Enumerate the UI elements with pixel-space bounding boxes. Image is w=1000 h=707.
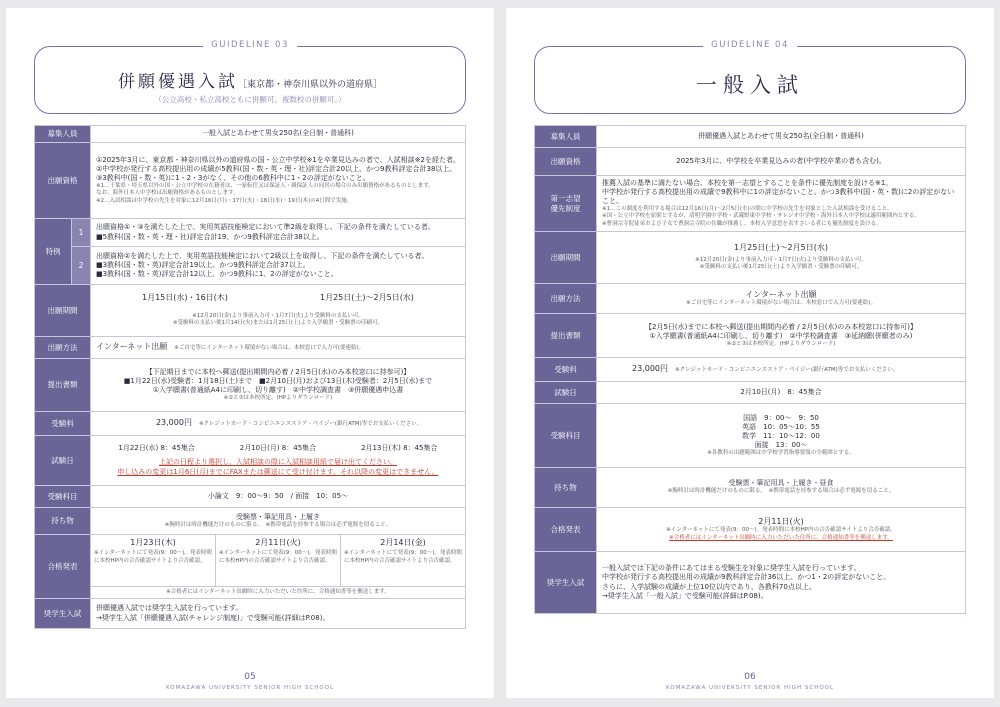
label-documents: 提出書類	[535, 314, 597, 358]
row-scholarship	[535, 552, 966, 614]
qual-note: なお、海外日本人中学校は出願資格があるものとします。	[95, 190, 239, 197]
exam-date-warning: 上記の日程より選択し、入試相談の際に入試相談用紙で届け出てください。	[158, 458, 397, 467]
subject-note: ※各教科の出題範囲は中学校学習指導要領の全範囲とする。	[707, 449, 855, 456]
documents-cell	[597, 314, 966, 358]
row-documents	[35, 359, 466, 412]
qual-note: ※1…千葉県・埼玉県以外の国・公立中学校の在籍者は、一家転住又は保証人・親保証人の同居の場合のみ出願資格があるものとします。	[95, 183, 434, 189]
row-items	[35, 508, 466, 535]
label-fee: 受験料	[35, 412, 91, 436]
result-note: ※インターネットにて発表(9：00～)。発表時間に本校HP内の合否確認サイトより合否確認。	[218, 550, 337, 564]
label-fee: 受験料	[535, 358, 597, 382]
result-note: ※合格者にはインターネット出願時に入力いただいた住所に、合格通知書等を郵送します。	[669, 534, 893, 541]
label-qualification: 出願資格	[535, 148, 597, 176]
school-name: KOMAZAWA UNIVERSITY SENIOR HIGH SCHOOL	[665, 685, 835, 691]
label-tokurei: 特例	[35, 219, 72, 285]
result-note: ※インターネットにて発表(9：00～)。発表時間に本校HP内の合否確認サイトより合否確認。	[343, 550, 462, 564]
fee-cell	[597, 358, 966, 382]
recruit-text: 一般入試とあわせて男女250名(全日制・普通科)	[90, 126, 465, 143]
subject-line: 数学 11：10～12：00	[742, 431, 820, 440]
result-col-2	[216, 535, 341, 586]
items-text: 受験票・筆記用具・上履き・昼食	[728, 479, 834, 488]
label-scholarship: 奨学生入試	[35, 599, 91, 629]
guideline-label: GUIDELINE 03	[203, 40, 297, 50]
qual-line: ③3教科中(国・数・英)に1・2・3がなく、その他の6教科中に1・2の評定がないこと。	[95, 173, 370, 182]
qual-line: ②中学校が発行する高校提出用の成績が5教科(国・数・英・理・社)評定合計20以上、かつ9教科評定合計38以上。	[95, 164, 457, 173]
method-cell	[597, 284, 966, 314]
exam-date-cell	[90, 436, 465, 486]
qual-note: ※2…入試相談は中学校の先生を対象に12月16日(月)・17日(火)・18日(水)・19日(木)の4日間で実施。	[95, 197, 353, 204]
items-note: ※腕時計は時計機能だけのものに限る。 ※携帯電話を持参する場合は必ず電源を切ること。	[667, 488, 895, 495]
label-subjects: 受験科目	[35, 486, 91, 508]
period-cell	[597, 232, 966, 284]
row-tokurei-1	[35, 219, 466, 247]
exam-date-text: 2月10日(月) 8：45集合	[597, 382, 966, 404]
page-number: 06	[744, 672, 756, 682]
guideline-03-table	[34, 125, 466, 629]
tokurei-line: 出願資格②を満たした上で、実用英語技能検定において2級以上を取得し、下記の条件を満たしている者。	[95, 251, 429, 260]
qualification-cell	[90, 143, 465, 219]
scholar-line: →奨学生入試「一般入試」で受験可能(詳細はP.08)。	[602, 591, 768, 600]
qual-line: ①2025年3月に、東京都・神奈川県以外の道府県の国・公立中学校※1を卒業見込みの者で、入試相談※2を経た者。	[95, 155, 460, 164]
label-recruit: 募集人員	[535, 126, 597, 148]
label-method: 出願方法	[35, 337, 91, 359]
page-title	[535, 69, 965, 99]
tokurei-1-cell	[90, 219, 465, 247]
result-note: ※インターネットにて発表(9：00～)。発表時間に本校HP内の合否確認サイトより合否確認。	[93, 550, 212, 564]
label-method: 出願方法	[535, 284, 597, 314]
scholar-line: 中学校が発行する高校提出用の成績が9教科評定合計36以上、かつ1・2の評定がないこと。	[602, 573, 891, 582]
method-text: インターネット出願	[95, 342, 168, 352]
label-results: 合格発表	[535, 508, 597, 552]
row-period	[535, 232, 966, 284]
tokurei-2-cell	[90, 247, 465, 285]
row-method	[535, 284, 966, 314]
fee-cell	[90, 412, 465, 436]
row-qualification	[535, 148, 966, 176]
row-scholarship	[35, 599, 466, 629]
pref-line: 中学校が発行する高校提出用の成績で9教科中に1の評定がないこと。かつ3教科中(国・英・数)に2の評定がないこと。	[602, 187, 955, 205]
fee-note: ※クレジットカード・コンビニエンスストア・ペイジー(銀行ATM)等でお支払いください。	[675, 367, 899, 374]
subjects-text: 小論文 9：00～9：50 / 面接 10：05～	[90, 486, 465, 508]
exam-date-3: 2月13日(木) 8：45集合	[361, 444, 438, 453]
docs-line: ■1月22日(水)受験者：1月18日(土)まで ■2月10日(月)および13日(木)受験者：2月5日(水)まで	[123, 376, 433, 385]
docs-line: 【2月5日(水)までに本校へ郵送(提出期間内必着 / 2月5日(水)のみ本校窓口に持参可)】	[644, 322, 917, 331]
docs-line: ①入学願書(普通紙A4に印刷し、切り離す) ②中学校調査書 ③併願優遇申込書	[152, 385, 404, 394]
results-cell	[597, 508, 966, 552]
label-exam-date: 試験日	[35, 436, 91, 486]
row-exam-date	[35, 436, 466, 486]
label-items: 持ち物	[35, 508, 91, 535]
result-col-1	[91, 535, 216, 586]
items-cell	[90, 508, 465, 535]
tokurei-line: ■3教科(国・数・英)評定合計19以上、かつ9教科評定合計37以上。	[95, 260, 310, 269]
docs-line: 【下記期日までに本校へ郵送(提出期間内必着 / 2月5日(水)のみ本校窓口に持参可)】	[145, 367, 411, 376]
label-preference	[535, 176, 597, 232]
pref-note: ※曹洞宗寺院徒弟および子女で曹洞宗寺院の住職が推薦し、本校入学意思を表すさいる者にも優先制度を設ける。	[602, 220, 882, 227]
result-date: 1月23日(木)	[130, 538, 176, 547]
qualification-text: 2025年3月に、中学校を卒業見込みの者(中学校卒業の者も含む)。	[597, 148, 966, 176]
page-number: 05	[244, 672, 256, 682]
preference-cell	[597, 176, 966, 232]
period-note: ※受験料の支払い後1月25日(土)より入学願書・受験票の印刷可。	[699, 264, 863, 271]
guideline-label: GUIDELINE 04	[703, 40, 797, 50]
exam-date-2: 2月10日(月) 8：45集合	[239, 444, 317, 453]
row-tokurei-2	[35, 247, 466, 285]
subject-line: 国語 9：00～ 9：50	[743, 413, 819, 422]
scholar-line: →奨学生入試「併願優遇入試(チャレンジ制度)」で受験可能(詳細はP.08)。	[95, 613, 330, 622]
docs-note: ※②と③は本校所定。(HPよりダウンロード)	[726, 340, 836, 347]
row-subjects	[535, 404, 966, 468]
result-col-3	[341, 535, 465, 586]
pref-line: 推薦入試の基準に満たない場合、本校を第一志望とすることを条件に優先制度を設ける※1。	[602, 178, 893, 187]
page-06	[506, 8, 994, 698]
fee-note: ※クレジットカード・コンビニエンスストア・ペイジー(銀行ATM)等でお支払いください。	[198, 421, 423, 428]
tokurei-line: ■3教科(国・数・英)評定合計12以上、かつ9教科に1、2の評定がないこと。	[95, 270, 338, 279]
scholar-line: 併願優遇入試では奨学生入試を行っています。	[95, 604, 243, 613]
row-results	[535, 508, 966, 552]
result-date: 2月11日(火)	[255, 538, 301, 547]
row-recruit	[35, 126, 466, 143]
scholarship-cell	[597, 552, 966, 614]
tokurei-line: ■5教科(国・数・英・理・社)評定合計19、かつ9教科評定合計38以上。	[95, 232, 324, 241]
items-note: ※腕時計は時計機能だけのものに限る。 ※携帯電話を持参する場合は必ず電源を切ること。	[164, 521, 392, 528]
title-main: 併願優遇入試	[117, 72, 238, 92]
result-note: ※インターネットにて発表(9：00～)。発表時間に本校HP内の合否確認サイトより合否確認。	[666, 527, 896, 534]
period-note: ※12月20日(金)より事前入力可・1月7日(火)より受験料の支払い可。	[192, 312, 364, 319]
subject-line: 英語 10：05～10：55	[742, 422, 820, 431]
result-foot: ※合格者にはインターネット出願時に入力いただいた住所に、合格通知書等を郵送します。	[91, 586, 465, 598]
period-text: 1月25日(土)～2月5日(水)	[734, 243, 828, 253]
items-cell	[597, 468, 966, 508]
guideline-04-title-box	[534, 40, 966, 114]
label-period: 出願期間	[535, 232, 597, 284]
title-sub: ［東京都・神奈川県以外の道府県］	[237, 80, 382, 90]
label-results: 合格発表	[35, 535, 91, 599]
page-title	[35, 67, 465, 92]
docs-line: ①入学願書(普通紙A4に印刷し、切り離す) ②中学校調査書 ③延納願(併願者のみ)	[649, 331, 913, 340]
label-tokurei-1: 1	[72, 219, 91, 247]
items-text: 受験票・筆記用具・上履き	[235, 512, 320, 521]
scholarship-cell	[90, 599, 465, 629]
fee-amount: 23,000円	[155, 418, 192, 428]
result-date: 2月11日(火)	[758, 516, 804, 526]
period-cell	[90, 285, 465, 337]
period-a: 1月15日(水)・16日(木)	[141, 293, 228, 303]
row-fee	[35, 412, 466, 436]
method-text: インターネット出願	[745, 289, 817, 299]
method-note: ※ご自宅等にインターネット環境がない場合は、本校窓口で入力可(要連絡)。	[174, 345, 365, 352]
exam-date-1: 1月22日(水) 8：45集合	[118, 444, 195, 453]
scholar-line: さらに、入学試験の成績が上位10位以内であり、各教科70点以上。	[602, 582, 816, 591]
documents-cell	[90, 359, 465, 412]
row-recruit	[535, 126, 966, 148]
subjects-cell	[597, 404, 966, 468]
tokurei-line: 出願資格①・③を満たした上で、実用英語技能検定において準2級を取得し、下記の条件を満たしている者。	[95, 223, 435, 232]
row-subjects	[35, 486, 466, 508]
label-qualification: 出願資格	[35, 143, 91, 219]
row-fee	[535, 358, 966, 382]
row-qualification	[35, 143, 466, 219]
docs-note: ※②と③は本校所定。(HPよりダウンロード)	[223, 394, 333, 401]
label-period: 出願期間	[35, 285, 91, 337]
row-preference	[535, 176, 966, 232]
row-results	[35, 535, 466, 599]
label-items: 持ち物	[535, 468, 597, 508]
row-items	[535, 468, 966, 508]
label-recruit: 募集人員	[35, 126, 91, 143]
row-exam-date	[535, 382, 966, 404]
method-cell	[90, 337, 465, 359]
pref-label-line: 優先制度	[550, 203, 581, 213]
title-main: 一般入試	[696, 73, 804, 97]
method-note: ※ご自宅等にインターネット環境がない場合は、本校窓口で入力可(要連絡)。	[686, 299, 876, 306]
scholar-line: 一般入試では下記の条件にあてはまる受験生を対象に奨学生入試を行っています。	[602, 564, 861, 573]
recruit-text: 併願優遇入試とあわせて男女250名(全日制・普通科)	[597, 126, 966, 148]
results-cell	[90, 535, 465, 599]
period-b: 1月25日(土)～2月5日(水)	[320, 293, 414, 303]
label-subjects: 受験科目	[535, 404, 597, 468]
row-documents	[535, 314, 966, 358]
guideline-04-table	[534, 125, 966, 614]
pref-note: ※1…この制度を利用する場合は12月16日(月)～2月5日(水)の間に中学校の先生を対象とした入試相談を受けること。	[602, 206, 893, 212]
pref-note: ※国・公立中学校を原則とするが、清明学園中学校・武蔵野東中学校・サレジオ中学校・海外日本人中学校は適用範囲内とする。	[602, 213, 920, 220]
subject-line: 面接 13：00～	[754, 440, 808, 449]
fee-amount: 23,000円	[632, 364, 668, 374]
period-note: ※受験料の支払い後1月14日(火)または1月25日(土)より入学願書・受験票の印刷可。	[172, 320, 384, 327]
period-note: ※12月20日(金)より事前入力可・1月7日(火)より受験料の支払い可。	[695, 256, 867, 263]
title-note: （公立高校・私立高校ともに併願可。複数校の併願可。）	[154, 95, 346, 104]
page-05	[6, 8, 494, 698]
row-method	[35, 337, 466, 359]
school-name: KOMAZAWA UNIVERSITY SENIOR HIGH SCHOOL	[165, 685, 335, 691]
row-period	[35, 285, 466, 337]
guideline-03-title-box	[34, 40, 466, 114]
label-documents: 提出書類	[35, 359, 91, 412]
exam-date-warning: 申し込みの変更は1月6日(月)までにFAXまたは郵送にて受け付けます。それ以降の変更はできません。	[117, 467, 439, 476]
result-date: 2月14日(金)	[380, 538, 426, 547]
label-scholarship: 奨学生入試	[535, 552, 597, 614]
label-tokurei-2: 2	[72, 247, 91, 285]
label-exam-date: 試験日	[535, 382, 597, 404]
pref-label-line: 第一志望	[550, 194, 581, 204]
